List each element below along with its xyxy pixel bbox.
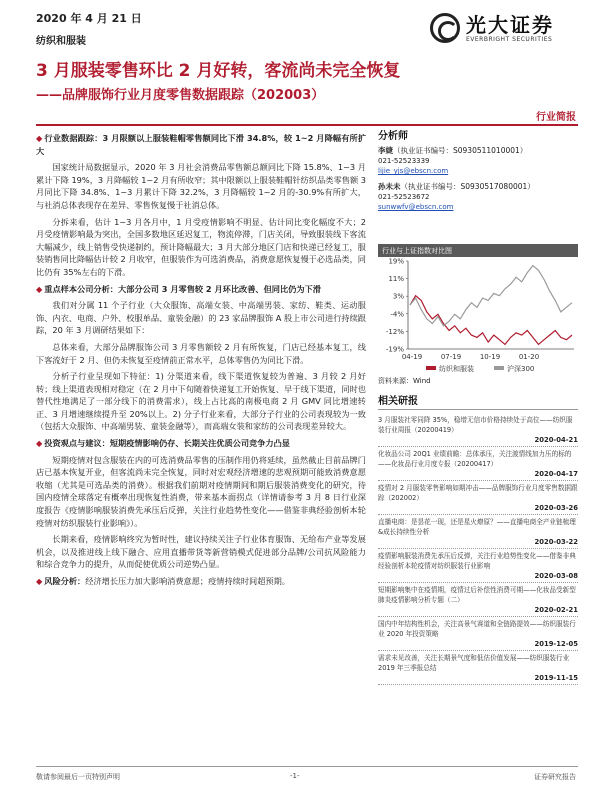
section-heading-text: 经济增长压力加大影响消费意愿；疫情持续时间超预期。 [85, 576, 290, 586]
y-tick-label: 3% [392, 292, 404, 301]
analyst-card [378, 146, 578, 176]
report-title: 3 月服装零售环比 2 月好转，客流尚未完全恢复 [36, 61, 401, 81]
report-type-label: 行业简报 [536, 112, 576, 123]
section-industry-data [36, 132, 366, 157]
related-report-date: 2020-03-22 [534, 538, 578, 546]
y-tick-label: 11% [388, 275, 404, 284]
industry-category: 纺织和服装 [36, 36, 86, 47]
related-list [378, 413, 578, 685]
paragraph: 长期来看，疫情影响终究为暂时性，建议持续关注子行业体育服饰、无给布产业等发展机会，以及推进线上线下融合、应用直播带货等新营销模式促进部分品牌/公司抗风险能力和综合竞争力的提升，从而促使优质公司逆势凸显。 [36, 534, 366, 570]
related-report-title: 化妆品公司 20Q1 业绩前瞻：总体承压，关注渡情线加力压的标的——化妆品行业月度专报（20200417） [378, 450, 572, 468]
section-risk [36, 575, 366, 588]
chart-title: 行业与上证指数对比图 [378, 244, 578, 257]
diamond-bullet-icon: ◆ [36, 576, 43, 586]
analyst-phone: 021-52523339 [378, 157, 430, 165]
paragraph: 短期疫情对包含服装在内的可选消费品零售的压制作用仍将延续，虽然截止目前品牌门店已基本恢复开业，但客流尚未完全恢复，同时对宏观经济增速的悲观预期可能致消费意愿收缩（尤其是可选品类的消费）。根据我们前期对疫情期间和期后服装消费变化的研究，待国内疫情全球落定有概率出现恢复性消费，带来基本面拐点（详情请参考 3 月 8 日行业深度报告《疫情影响服装消费先承压后反弹，关注行业趋势性变化——借鉴非典经验剖析本轮疫情对纺织服装行业影响》）。 [36, 454, 366, 528]
related-report-item[interactable] [378, 583, 578, 617]
paragraph: 国家统计局数据显示，2020 年 3 月社会消费品零售额总额同比下降 15.8%、1~3 月累计下降 19%，3 月降幅较 1~2 月有所收窄；其中限额以上服装鞋帽针纺织品类零售额 3 月同比下降 34.8%、1~3 月累计下降 32.2%，3 月降幅较 1~2 月的-30.9%有所扩大，与社消总体表现存在差异、零售恢复慢于社消总体。 [36, 162, 366, 210]
related-report-item[interactable] [378, 617, 578, 651]
company-logo [430, 8, 580, 48]
x-tick-label: 10-19 [479, 353, 501, 361]
related-report-title: 疫情对 2 月服装零售影响如期冲击——品牌服饰行业月度零售数据跟踪（202002） [378, 484, 578, 502]
analyst-name: 孙未未 [378, 182, 401, 191]
x-tick-label: 04-19 [401, 353, 423, 361]
related-report-item[interactable] [378, 549, 578, 583]
related-report-item[interactable] [378, 481, 578, 515]
related-report-date: 2020-04-17 [534, 470, 578, 478]
related-report-title: 直播电商：是昙花一现，还是星火燎原？——直播电商全产业链梳理&成长持续性分析 [378, 518, 576, 536]
related-report-title: 3 月服装社零同降 35%，稳增无信市价格持续处于高位——纺织服装行业周报（20200419） [378, 416, 573, 434]
diamond-bullet-icon: ◆ [36, 438, 43, 449]
related-report-title: 国内中年结构性机会，关注高景气赛道和全链路提效——纺织服装行业 2020 年投资策略 [378, 620, 576, 638]
related-report-date: 2020-03-08 [534, 572, 578, 580]
section-heading-text: 3 月限额以上服装鞋帽零售额同比下滑 34.8%，较 1~2 月降幅有所扩大 [36, 133, 367, 156]
related-report-item[interactable] [378, 413, 578, 447]
diamond-bullet-icon: ◆ [36, 283, 43, 294]
report-subtitle: ——品牌服饰行业月度零售数据跟踪（202003） [36, 88, 325, 103]
page-number: -1- [290, 772, 300, 780]
section-lead: 行业数据跟踪： [44, 133, 103, 143]
related-report-date: 2019-11-15 [534, 674, 578, 682]
logo-english-name: EVERBRIGHT SECURITIES [466, 35, 553, 43]
section-heading-text: 短期疫情影响仍存、长期关注优质公司竞争力凸显 [109, 438, 290, 449]
footer-divider [36, 766, 578, 767]
related-report-date: 2020-04-21 [534, 436, 578, 444]
related-reports [378, 392, 578, 685]
related-report-item[interactable] [378, 651, 578, 685]
related-report-date: 2020-02-21 [534, 606, 578, 614]
related-report-item[interactable] [378, 515, 578, 549]
analyst-cert: （执业证书编号：S0930517080001） [400, 182, 535, 191]
series-line [410, 296, 572, 345]
related-report-date: 2020-03-26 [534, 504, 578, 512]
paragraph: 分拆来看，估计 1~3 月各月中，1 月受疫情影响不明显、估计同比变化幅度不大；2 月受疫情影响最为突出，全国多数地区延迟复工，物流停滞，门店关闭，导致服装线下客流大幅减少，线上销售受快递制约，预计降幅最大；3 月大部分地区门店和快递已经复工，服装销售同比降幅估计较 2 月收窄，但服装作为可选消费品，消费意愿恢复慢于必选品类，同比仍有 35%左右的下滑。 [36, 216, 366, 277]
y-tick-label: -19% [385, 345, 404, 354]
main-body [36, 132, 366, 752]
analyst-phone: 021-52523672 [378, 193, 430, 201]
paragraph: 我们对分属 11 个子行业（大众服饰、高端女装、中高端男装、家纺、鞋类、运动服饰、内衣、电商、户外、校服单品、童装金融）的 23 家品牌服饰 A 股上市公司进行持续跟踪，20 年 3 月调研结果如下： [36, 300, 366, 336]
related-heading: 相关研报 [378, 392, 578, 410]
analyst-heading: 分析师 [378, 131, 408, 142]
analyst-email-link[interactable]: sunwwfv@ebscn.com [378, 203, 454, 211]
related-report-title: 需求未见改善，关注长期景气度和低估价值发展——纺织服装行业 2019 年三季报总结 [378, 654, 570, 672]
report-date: 2020 年 4 月 21 日 [36, 12, 142, 25]
header-divider [36, 124, 578, 126]
analyst-email-link[interactable]: lijie_yjs@ebscn.com [378, 167, 449, 175]
legend-swatch [426, 366, 436, 370]
analyst-card [378, 182, 578, 212]
y-tick-label: 19% [388, 257, 404, 266]
legend-label: 纺织和服装 [439, 365, 474, 373]
analyst-panel [378, 132, 578, 218]
section-sample-companies [36, 283, 366, 296]
paragraph: 总体来看，大部分品牌服饰公司 3 月零售额较 2 月有所恢复，门店已经基本复工，线下客流好于 2 月、但仍未恢复至疫情前正常水平，总体零售仍为同比下滑。 [36, 341, 366, 365]
related-report-item[interactable] [378, 447, 578, 481]
section-lead: 投资观点与建议： [44, 438, 110, 449]
footer-disclaimer: 敬请参阅最后一页特别声明 [36, 773, 120, 781]
section-lead: 风险分析： [44, 576, 86, 586]
related-report-date: 2019-12-05 [534, 640, 578, 648]
analyst-cert: （执业证书编号：S0930511010001） [393, 146, 528, 155]
diamond-bullet-icon: ◆ [36, 133, 43, 143]
chart-plot [378, 257, 578, 381]
legend-swatch [494, 366, 504, 370]
x-tick-label: 01-20 [518, 353, 540, 361]
paragraph: 分析子行业呈现如下特征：1) 分渠道来看，线下渠道恢复较为普遍、3 月较 2 月好转；线上渠道表现相对稳定（在 2 月中下旬随着快递复工开始恢复、早于线下渠道，同时也替代性地满足了一部分线下的消费需求），线上占比高的南极电商 2 月 GMV 同比增速转正、3 月增速继续提升至 20%以上。2) 分子行业来看，大部分子行业的公司表现较为一致（包括大众服饰、中高端男装、童装金融等），而高端女装和家纺的公司表现差异较大。 [36, 371, 366, 432]
analyst-name-line [378, 182, 578, 192]
y-tick-label: -12% [385, 327, 404, 336]
section-investment-view [36, 437, 366, 450]
section-lead: 重点样本公司分析： [44, 283, 118, 294]
related-report-title: 短期影响集中在疫情期，疫情过后补偿性消费可期——化妆品受新型肺炎疫情影响分析专题（二） [378, 586, 576, 604]
related-report-title: 疫情影响服装消费先承压后反弹，关注行业趋势性变化——借鉴非典经验剖析本轮疫情对纺织服装行业影响 [378, 552, 576, 570]
legend-label: 沪深300 [507, 365, 535, 373]
industry-vs-index-chart [378, 244, 578, 384]
analyst-name: 李婕 [378, 146, 393, 155]
logo-mark-icon [430, 13, 460, 43]
analyst-name-line [378, 146, 578, 156]
x-tick-label: 07-19 [440, 353, 462, 361]
chart-source: 资料来源：Wind [378, 377, 431, 385]
section-heading-text: 大部分公司 3 月零售较 2 月环比改善、但同比仍为下滑 [118, 283, 321, 294]
logo-chinese-name: 光大证券 [466, 12, 554, 37]
y-tick-label: -4% [390, 310, 404, 319]
footer-report-label: 证券研究报告 [534, 773, 576, 781]
